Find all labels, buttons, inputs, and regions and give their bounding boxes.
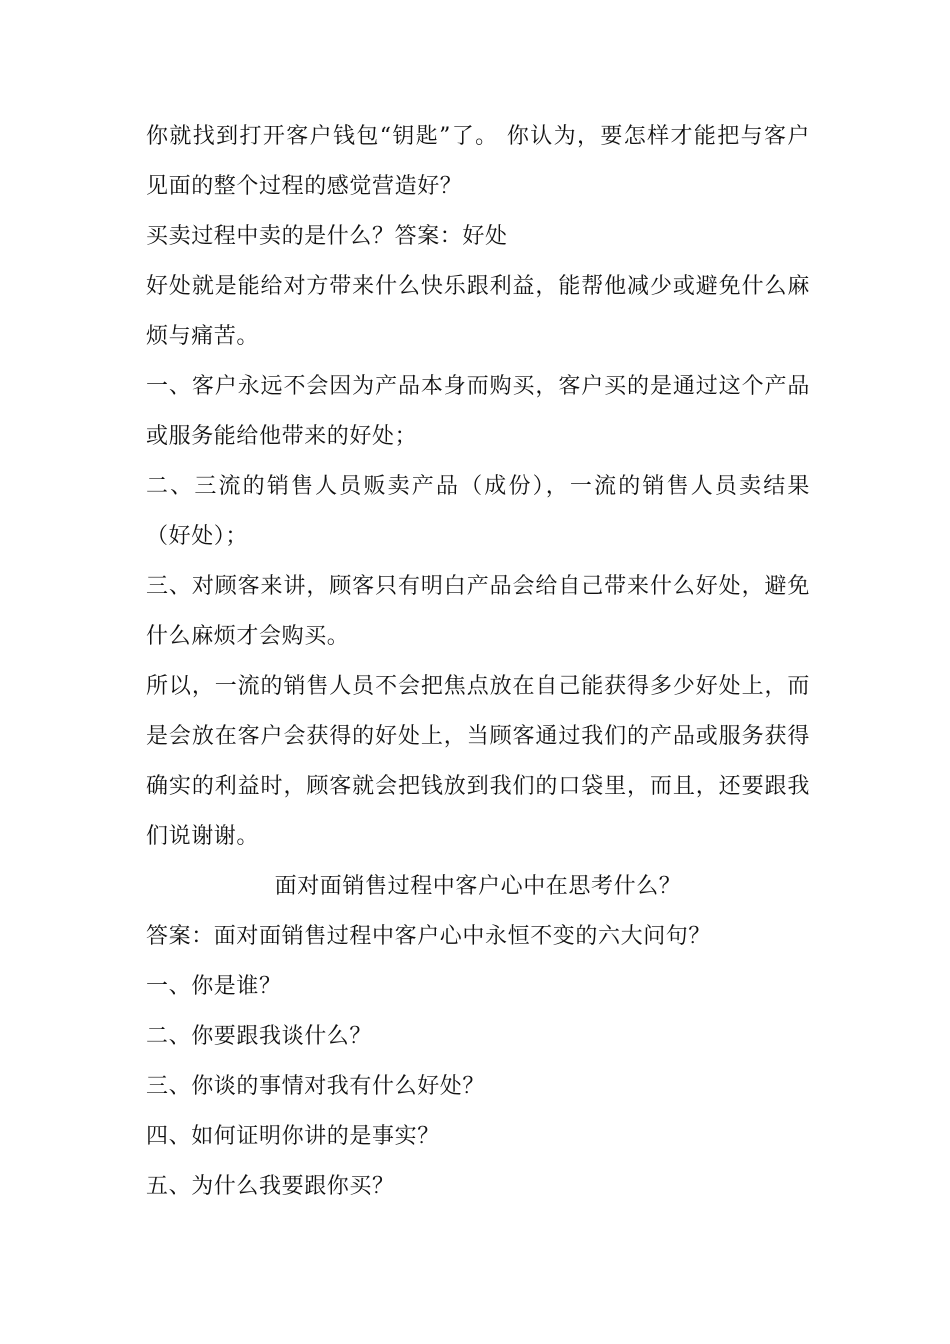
paragraph-point-three: 三、对顾客来讲，顾客只有明白产品会给自己带来什么好处，避免什么麻烦才会购买。	[146, 574, 810, 649]
paragraph-point-one: 一、客户永远不会因为产品本身而购买，客户买的是通过这个产品或服务能给他带来的好处；	[146, 374, 810, 449]
paragraph-answer: 答案：面对面销售过程中客户心中永恒不变的六大问句？	[146, 924, 712, 949]
question-item: 二、你要跟我谈什么？	[146, 1024, 373, 1049]
question-item: 五、为什么我要跟你买？	[146, 1174, 395, 1199]
paragraph-key-to-wallet: 你就找到打开客户钱包“钥匙”了。 你认为，要怎样才能把与客户见面的整个过程的感觉营造好？	[146, 124, 810, 199]
document-body	[146, 112, 810, 1212]
paragraph-point-two: 二、三流的销售人员贩卖产品（成份），一流的销售人员卖结果（好处）；	[146, 474, 810, 549]
question-item: 三、你谈的事情对我有什么好处？	[146, 1074, 486, 1099]
section-heading: 面对面销售过程中客户心中在思考什么？	[274, 874, 682, 899]
paragraph-what-is-sold: 买卖过程中卖的是什么？答案：好处	[146, 224, 508, 249]
question-item: 一、你是谁？	[146, 974, 282, 999]
paragraph-benefit-definition: 好处就是能给对方带来什么快乐跟利益，能帮他减少或避免什么麻烦与痛苦。	[146, 274, 810, 349]
paragraph-conclusion: 所以，一流的销售人员不会把焦点放在自己能获得多少好处上，而是会放在客户会获得的好处上，当顾客通过我们的产品或服务获得确实的利益时，顾客就会把钱放到我们的口袋里，而且，还要跟我们说谢谢。	[146, 674, 810, 849]
question-item: 四、如何证明你讲的是事实？	[146, 1124, 440, 1149]
